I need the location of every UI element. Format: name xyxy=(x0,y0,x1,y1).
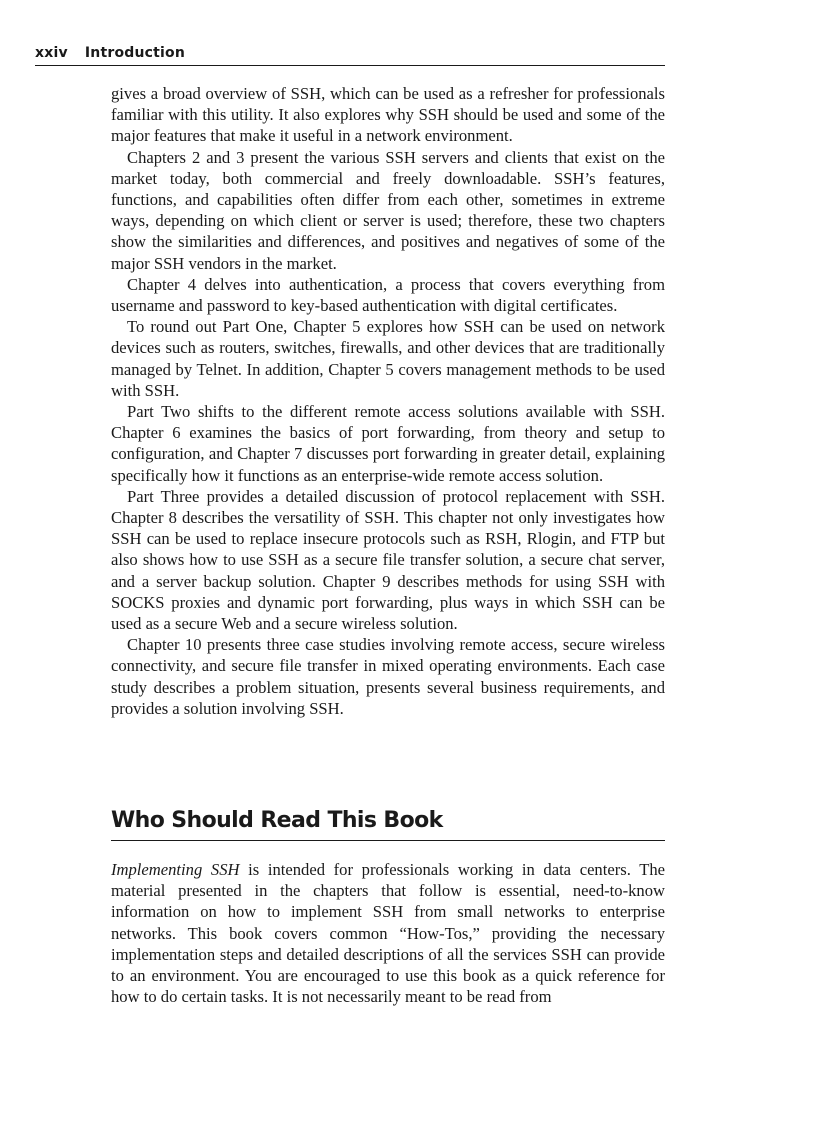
section-body xyxy=(111,859,665,1007)
paragraph xyxy=(111,859,665,1007)
book-title: Implementing SSH xyxy=(111,860,240,879)
paragraph: gives a broad overview of SSH, which can be used as a refresher for professionals familiar with this utility. It also explores why SSH should be used and some of the major features that make it useful in a network environment. xyxy=(111,84,665,146)
page-number: xxiv xyxy=(35,45,68,61)
section-heading: Who Should Read This Book xyxy=(111,804,665,841)
paragraph: Part Two shifts to the different remote access solutions available with SSH. Chapter 6 examines the basics of port forwarding, from theory and setup to configuration, and Chapter 7 discusses port forwarding in greater detail, explaining specifically how it functions as an enterprise-wide remote access solution. xyxy=(111,402,665,485)
paragraph-text: is intended for professionals working in data centers. The material presented in the chapters that follow is essential, need-to-know information on how to implement SSH from small networks to enterprise networks. This book covers common “How-Tos,” providing the necessary implementation steps and detailed descriptions of all the services SSH can provide to an environment. You are encouraged to use this book as a quick reference for how to do certain tasks. It is not necessarily meant to be read from xyxy=(111,860,665,1007)
body-text xyxy=(111,83,665,719)
running-head xyxy=(35,43,665,66)
paragraph: Part Three provides a detailed discussion of protocol replacement with SSH. Chapter 8 describes the versatility of SSH. This chapter not only investigates how SSH can be used to replace insecure protocols such as RSH, Rlogin, and FTP but also shows how to use SSH as a secure file transfer solution, a secure chat server, and a server backup solution. Chapter 9 describes methods for using SSH with SOCKS proxies and dynamic port forwarding, plus ways in which SSH can be used as a secure Web and a secure wireless solution. xyxy=(111,486,665,634)
paragraph: Chapter 4 delves into authentication, a process that covers everything from username and password to key-based authentication with digital certificates. xyxy=(111,274,665,316)
paragraph: Chapter 10 presents three case studies involving remote access, secure wireless connectivity, and secure file transfer in mixed operating environments. Each case study describes a problem situation, presents several business requirements, and provides a solution involving SSH. xyxy=(111,635,665,718)
chapter-title: Introduction xyxy=(84,45,186,61)
paragraph: Chapters 2 and 3 present the various SSH servers and clients that exist on the market today, both commercial and freely downloadable. SSH’s features, functions, and capabilities often differ from each other, sometimes in extreme ways, depending on which client or server is used; therefore, these two chapters show the similarities and differences, and positives and negatives of some of the major SSH vendors in the market. xyxy=(111,147,665,273)
paragraph: To round out Part One, Chapter 5 explores how SSH can be used on network devices such as routers, switches, firewalls, and other devices that are traditionally managed by Telnet. In addition, Chapter 5 covers management methods to be used with SSH. xyxy=(111,317,665,400)
